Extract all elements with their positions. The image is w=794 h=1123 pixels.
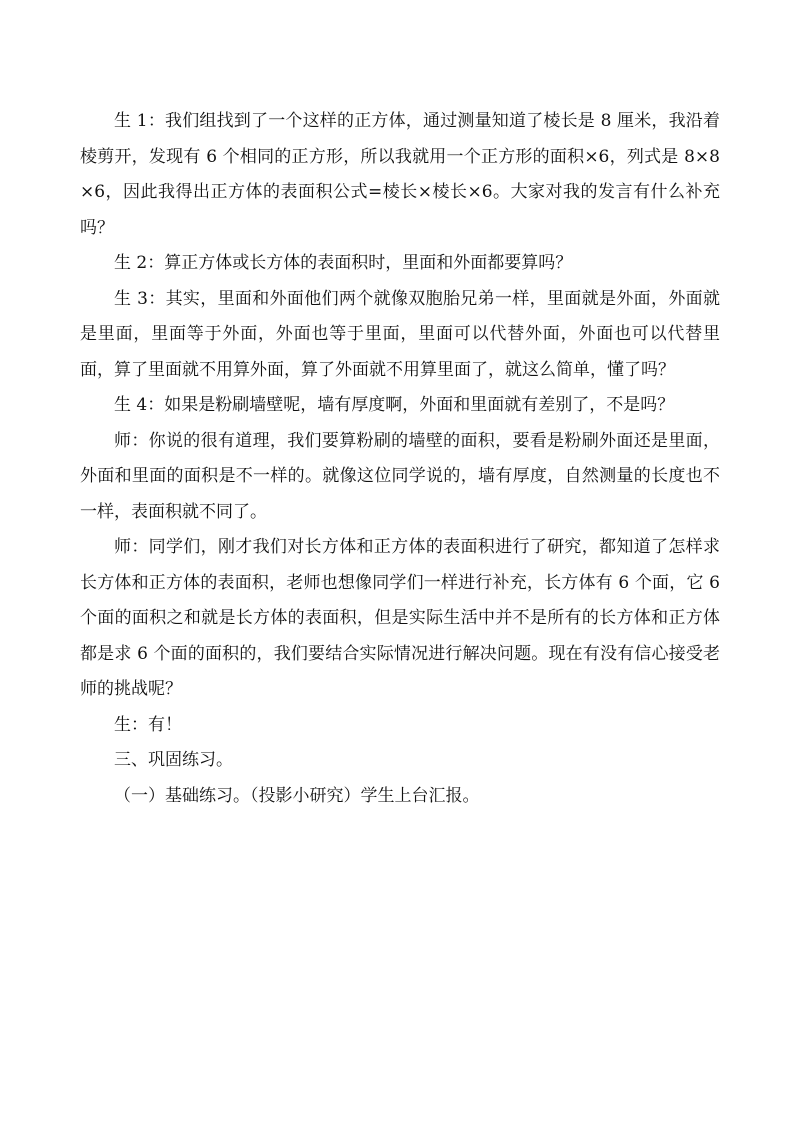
- paragraph-student-answer: 生：有！: [114, 714, 182, 735]
- paragraph-teacher-1: 师：你说的很有道理，我们要算粉刷的墙壁的面积，要看是粉刷外面还是里面，外面和里面的面积是不一样的。就像这位同学说的，墙有厚度，自然测量的长度也不一样，表面积就不同了。: [80, 430, 720, 522]
- subsection-basic-practice: （一）基础练习。（投影小研究）学生上台汇报。: [114, 785, 480, 806]
- paragraph-student-3: 生 3：其实，里面和外面他们两个就像双胞胎兄弟一样，里面就是外面，外面就是里面，里面等于外面，外面也等于里面，里面可以代替外面，外面也可以代替里面，算了里面就不用算外面，算了外面就不用算里面了，就这么简单，懂了吗？: [80, 288, 720, 380]
- paragraph-teacher-2: 师：同学们，刚才我们对长方体和正方体的表面积进行了研究，都知道了怎样求长方体和正方体的表面积，老师也想像同学们一样进行补充，长方体有 6 个面，它 6 个面的面积之和就是长方体的表面积，但是实际生活中并不是所有的长方体和正方体都是求 6 个面的面积的，我们要结合实际情况进行解决问题。现在有没有信心接受老师的挑战呢？: [80, 537, 720, 699]
- section-heading-practice: 三、巩固练习。: [114, 750, 233, 770]
- paragraph-student-1: 生 1：我们组找到了一个这样的正方体，通过测量知道了棱长是 8 厘米，我沿着棱剪开，发现有 6 个相同的正方形，所以我就用一个正方形的面积×6，列式是 8×8×6，因此我得出正方体的表面积公式=棱长×棱长×6。大家对我的发言有什么补充吗？: [80, 111, 720, 238]
- paragraph-student-4: 生 4：如果是粉刷墙壁呢，墙有厚度啊，外面和里面就有差别了，不是吗？: [114, 395, 675, 415]
- document-body: [80, 104, 720, 814]
- paragraph-student-2: 生 2：算正方体或长方体的表面积时，里面和外面都要算吗？: [114, 253, 573, 273]
